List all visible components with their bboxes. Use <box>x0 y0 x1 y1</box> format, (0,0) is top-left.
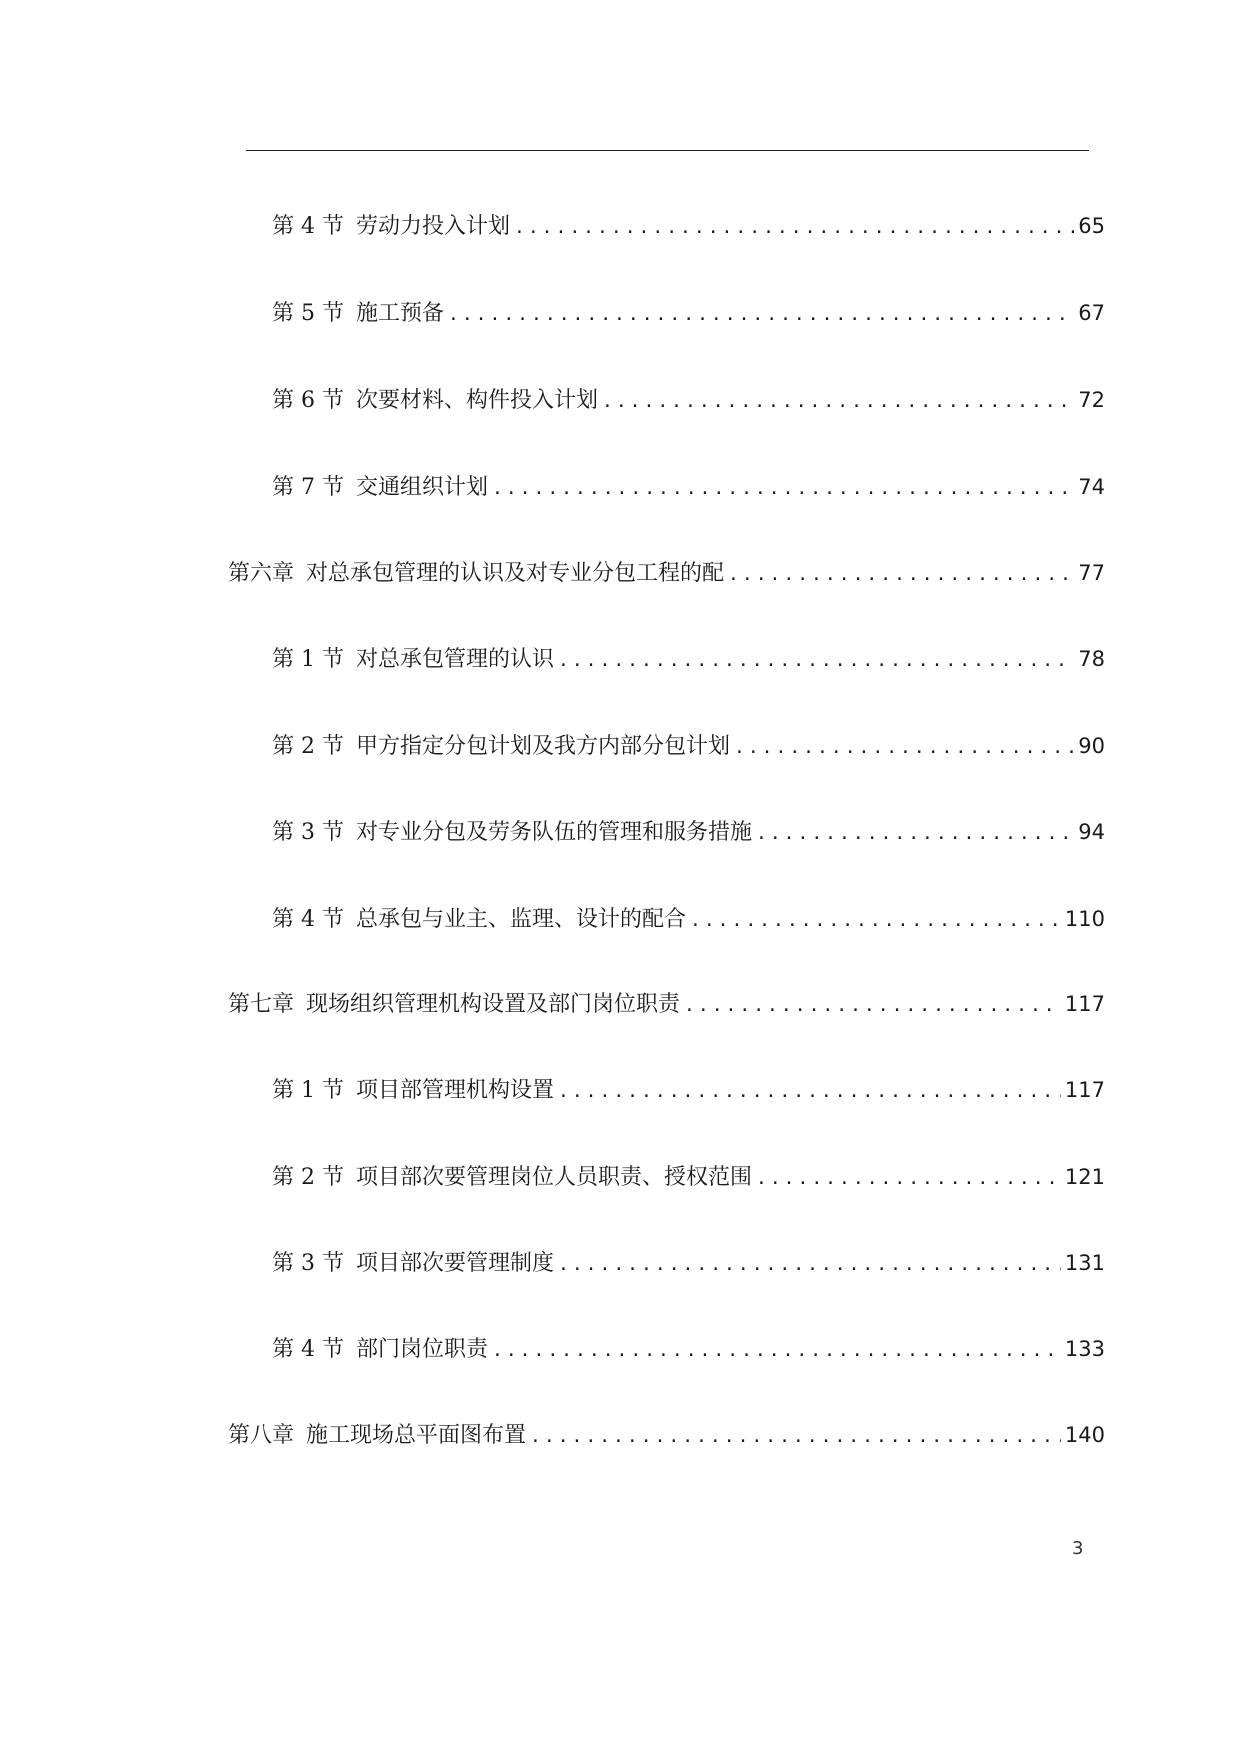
toc-entry-page: 74 <box>1078 475 1105 499</box>
toc-entry-label <box>272 473 488 503</box>
toc-entry-title: 甲方指定分包计划及我方内部分包计划 <box>355 734 730 759</box>
toc-entry-page: 131 <box>1064 1251 1105 1275</box>
toc-entry-section-4-labor-plan[interactable] <box>272 211 1105 243</box>
toc-entry-number: 第 6 节 <box>272 388 344 413</box>
toc-entry-title: 项目部管理机构设置 <box>355 1078 554 1103</box>
toc-entry-page: 133 <box>1064 1337 1105 1361</box>
toc-entry-label <box>272 818 752 848</box>
toc-entry-title: 项目部次要管理岗位人员职责、授权范围 <box>355 1165 752 1190</box>
toc-entry-page: 117 <box>1064 992 1105 1016</box>
toc-entry-number: 第 4 节 <box>272 214 344 239</box>
toc-entry-section-3-management-rules[interactable] <box>272 1248 1105 1280</box>
dot-leader <box>530 1422 1061 1452</box>
dot-leader <box>690 906 1061 936</box>
toc-entry-label <box>228 559 724 589</box>
toc-entry-number: 第七章 <box>228 992 295 1017</box>
toc-entry-section-2-staff-duties[interactable] <box>272 1162 1105 1194</box>
toc-entry-title: 交通组织计划 <box>355 475 488 500</box>
toc-entry-page: 140 <box>1064 1423 1105 1447</box>
toc-entry-page: 90 <box>1078 734 1105 758</box>
toc-entry-label <box>272 212 510 242</box>
dot-leader <box>558 1077 1061 1107</box>
toc-entry-number: 第 1 节 <box>272 647 344 672</box>
toc-entry-title: 对总承包管理的认识 <box>355 647 554 672</box>
toc-entry-title: 施工预备 <box>355 301 444 326</box>
toc-entry-section-1-org-structure[interactable] <box>272 1075 1105 1107</box>
toc-entry-label <box>228 1421 526 1451</box>
toc-entry-number: 第 4 节 <box>272 907 344 932</box>
toc-entry-title: 总承包与业主、监理、设计的配合 <box>355 907 686 932</box>
toc-entry-title: 劳动力投入计划 <box>355 214 510 239</box>
toc-entry-section-4-department-duties[interactable] <box>272 1334 1105 1366</box>
toc-entry-page: 117 <box>1064 1078 1105 1102</box>
toc-entry-label <box>272 905 686 935</box>
toc-entry-label <box>272 386 598 416</box>
toc-entry-label <box>228 990 680 1020</box>
toc-entry-page: 121 <box>1064 1165 1105 1189</box>
toc-entry-page: 94 <box>1078 820 1105 844</box>
toc-entry-page: 67 <box>1078 301 1105 325</box>
toc-entry-label <box>272 732 730 762</box>
toc-entry-title: 部门岗位职责 <box>355 1337 488 1362</box>
dot-leader <box>756 1164 1061 1194</box>
toc-entry-section-3-subcontractor-management[interactable] <box>272 817 1105 849</box>
toc-entry-number: 第八章 <box>228 1423 295 1448</box>
dot-leader <box>734 733 1074 763</box>
dot-leader <box>728 560 1074 590</box>
dot-leader <box>558 646 1074 676</box>
dot-leader <box>514 213 1074 243</box>
dot-leader <box>492 474 1074 504</box>
toc-entry-page: 78 <box>1078 647 1105 671</box>
page-number: 3 <box>1072 1538 1084 1559</box>
toc-entry-number: 第 1 节 <box>272 1078 344 1103</box>
toc-entry-section-4-coordination[interactable] <box>272 904 1105 936</box>
toc-entry-section-1-gc-understanding[interactable] <box>272 644 1105 676</box>
dot-leader <box>684 991 1061 1021</box>
toc-entry-page: 77 <box>1078 561 1105 585</box>
toc-entry-number: 第 2 节 <box>272 734 344 759</box>
toc-entry-number: 第 7 节 <box>272 475 344 500</box>
toc-entry-label <box>272 1076 554 1106</box>
toc-entry-section-7-traffic-plan[interactable] <box>272 472 1105 504</box>
toc-entry-section-5-preparation[interactable] <box>272 298 1105 330</box>
toc-entry-label <box>272 299 444 329</box>
toc-entry-title: 对专业分包及劳务队伍的管理和服务措施 <box>355 820 752 845</box>
toc-entry-title: 对总承包管理的认识及对专业分包工程的配 <box>306 561 725 586</box>
toc-entry-number: 第 3 节 <box>272 820 344 845</box>
toc-entry-title: 施工现场总平面图布置 <box>306 1423 527 1448</box>
dot-leader <box>492 1336 1061 1366</box>
dot-leader <box>602 387 1074 417</box>
toc-entry-page: 110 <box>1064 907 1105 931</box>
toc-entry-number: 第 4 节 <box>272 1337 344 1362</box>
toc-entry-number: 第六章 <box>228 561 295 586</box>
toc-entry-number: 第 3 节 <box>272 1251 344 1276</box>
dot-leader <box>558 1250 1061 1280</box>
toc-entry-chapter-6[interactable] <box>228 558 1105 590</box>
toc-entry-section-2-subcontract-plan[interactable] <box>272 731 1105 763</box>
toc-entry-number: 第 2 节 <box>272 1165 344 1190</box>
dot-leader <box>756 819 1074 849</box>
toc-entry-title: 现场组织管理机构设置及部门岗位职责 <box>306 992 681 1017</box>
toc-entry-section-6-materials-plan[interactable] <box>272 385 1105 417</box>
toc-entry-label <box>272 1335 488 1365</box>
toc-entry-title: 次要材料、构件投入计划 <box>355 388 598 413</box>
dot-leader <box>448 300 1074 330</box>
toc-entry-page: 72 <box>1078 388 1105 412</box>
toc-entry-page: 65 <box>1078 214 1105 238</box>
toc-entry-label <box>272 1163 752 1193</box>
toc-entry-label <box>272 1249 554 1279</box>
toc-entry-chapter-7[interactable] <box>228 989 1105 1021</box>
toc-entry-chapter-8[interactable] <box>228 1420 1105 1452</box>
toc-entry-title: 项目部次要管理制度 <box>355 1251 554 1276</box>
toc-entry-label <box>272 645 554 675</box>
toc-entry-number: 第 5 节 <box>272 301 344 326</box>
